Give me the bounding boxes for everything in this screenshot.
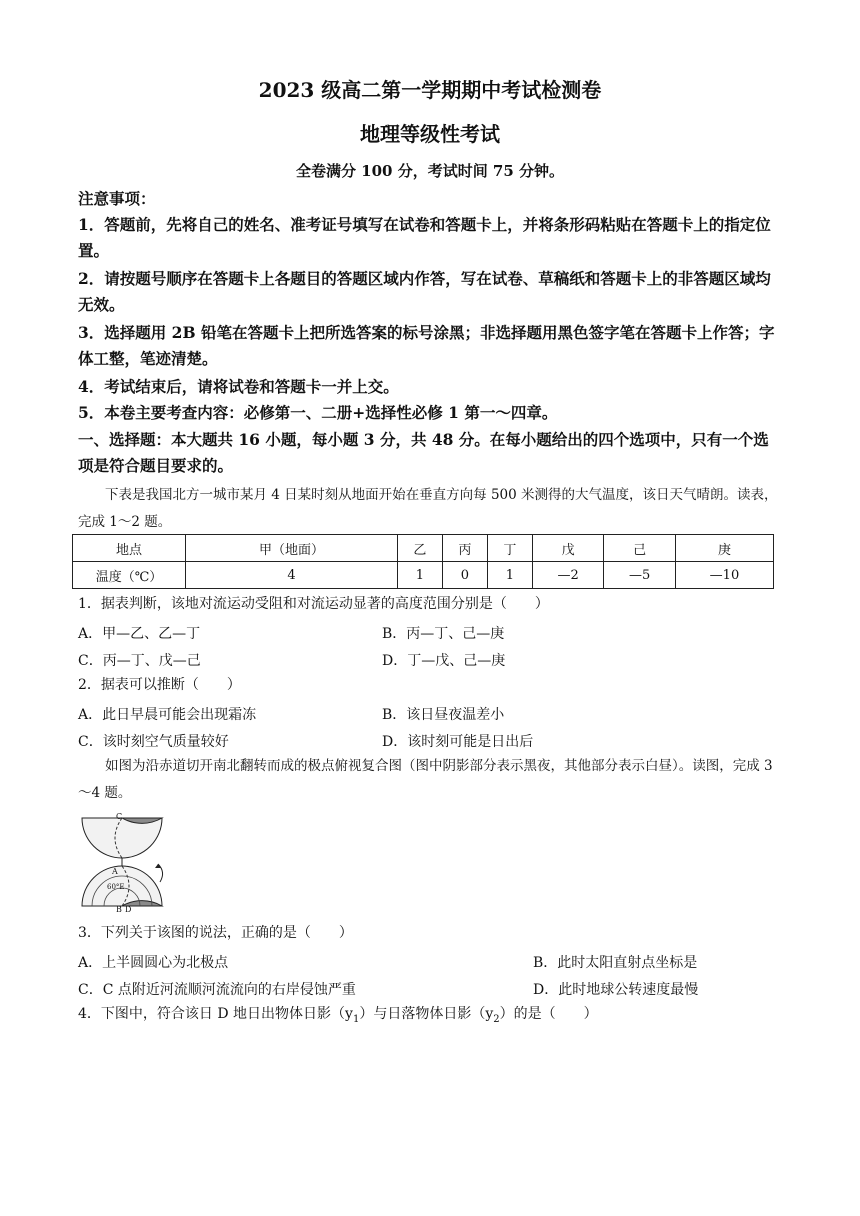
question-2-stem: 2．据表可以推断（ ） bbox=[78, 677, 241, 693]
section-heading: 一、选择题：本大题共 16 小题，每小题 3 分，共 48 分。在每小题给出的四个选项中，只有一个选项是符合题目要求的。 bbox=[78, 430, 769, 475]
question-4-stem-part: ）的是（ ） bbox=[499, 1006, 598, 1022]
figure-label-a: A bbox=[112, 867, 118, 876]
polar-composite-figure bbox=[78, 812, 170, 912]
question-1-option-d: D．丁—戊、己—庚 bbox=[382, 653, 506, 669]
question-2-option-c: C．该时刻空气质量较好 bbox=[78, 734, 229, 750]
table-cell: 己 bbox=[604, 535, 676, 562]
question-4-stem-part: ）与日落物体日影（y bbox=[359, 1006, 494, 1022]
question-4-subscript: 1 bbox=[352, 1013, 360, 1025]
figure-label-d: D bbox=[125, 905, 132, 912]
question-1-option-c: C．丙—丁、戊—己 bbox=[78, 653, 201, 669]
table-cell: 庚 bbox=[675, 535, 773, 562]
question-3-stem: 3．下列关于该图的说法，正确的是（ ） bbox=[78, 925, 353, 941]
passage-1: 下表是我国北方一城市某月 4 日某时刻从地面开始在垂直方向每 500 米测得的大气温度，该日天气晴朗。读表，完成 1～2 题。 bbox=[78, 487, 778, 530]
exam-subtitle: 地理等级性考试 bbox=[360, 122, 500, 146]
table-cell: 丙 bbox=[442, 535, 487, 562]
question-3-option-c: C．C 点附近河流顺河流流向的右岸侵蚀严重 bbox=[78, 982, 356, 998]
table-row bbox=[73, 535, 774, 562]
question-4-stem bbox=[78, 1001, 783, 1033]
temperature-table bbox=[72, 534, 774, 589]
question-1-option-a: A．甲—乙、乙—丁 bbox=[78, 626, 201, 642]
table-cell: 1 bbox=[397, 562, 442, 589]
table-header-cell: 地点 bbox=[73, 535, 186, 562]
table-cell: —10 bbox=[675, 562, 773, 589]
question-1-stem: 1．据表判断，该地对流运动受阻和对流运动显著的高度范围分别是（ ） bbox=[78, 596, 549, 612]
question-3-option-d: D．此时地球公转速度最慢 bbox=[533, 982, 699, 998]
exam-title: 2023 级高二第一学期期中考试检测卷 bbox=[258, 78, 602, 102]
table-cell: 丁 bbox=[487, 535, 532, 562]
question-2-option-d: D．该时刻可能是日出后 bbox=[382, 734, 534, 750]
table-header-cell: 温度（℃） bbox=[73, 562, 186, 589]
table-cell: 乙 bbox=[397, 535, 442, 562]
notice-item-1: 1．答题前，先将自己的姓名、准考证号填写在试卷和答题卡上，并将条形码粘贴在答题卡上的指定位置。 bbox=[78, 215, 771, 260]
table-cell: 4 bbox=[186, 562, 398, 589]
notice-item-4: 4．考试结束后，请将试卷和答题卡一并上交。 bbox=[78, 377, 399, 396]
question-4-subscript: 2 bbox=[493, 1013, 500, 1025]
question-3-option-a: A．上半圆圆心为北极点 bbox=[78, 955, 229, 971]
table-row bbox=[73, 562, 774, 589]
figure-label-angle: 60°E bbox=[107, 883, 125, 891]
figure-label-c: C bbox=[116, 812, 123, 821]
notice-item-3: 3．选择题用 2B 铅笔在答题卡上把所选答案的标号涂黑；非选择题用黑色签字笔在答题卡上作答；字体工整，笔迹清楚。 bbox=[78, 323, 775, 368]
question-2-option-b: B．该日昼夜温差小 bbox=[382, 707, 505, 723]
notice-item-5: 5．本卷主要考查内容：必修第一、二册+选择性必修 1 第一～四章。 bbox=[78, 403, 558, 422]
question-3-option-b: B．此时太阳直射点坐标是 bbox=[533, 955, 698, 971]
question-4-stem-part: 4．下图中，符合该日 D 地日出物体日影（y bbox=[78, 1006, 353, 1022]
notice-item-2: 2．请按题号顺序在答题卡上各题目的答题区域内作答，写在试卷、草稿纸和答题卡上的非答题区域均无效。 bbox=[78, 269, 771, 314]
table-cell: 戊 bbox=[532, 535, 604, 562]
question-1-option-b: B．丙—丁、己—庚 bbox=[382, 626, 505, 642]
question-2-option-a: A．此日早晨可能会出现霜冻 bbox=[78, 707, 257, 723]
notice-heading: 注意事项： bbox=[78, 189, 156, 208]
score-info: 全卷满分 100 分，考试时间 75 分钟。 bbox=[295, 162, 565, 180]
table-cell: 1 bbox=[487, 562, 532, 589]
table-cell: —2 bbox=[532, 562, 604, 589]
passage-2: 如图为沿赤道切开南北翻转而成的极点俯视复合图（图中阴影部分表示黑夜，其他部分表示白昼）。读图，完成 3～4 题。 bbox=[78, 758, 773, 801]
table-cell: —5 bbox=[604, 562, 676, 589]
table-cell: 甲（地面） bbox=[186, 535, 398, 562]
table-cell: 0 bbox=[442, 562, 487, 589]
figure-label-b: B bbox=[116, 905, 122, 912]
